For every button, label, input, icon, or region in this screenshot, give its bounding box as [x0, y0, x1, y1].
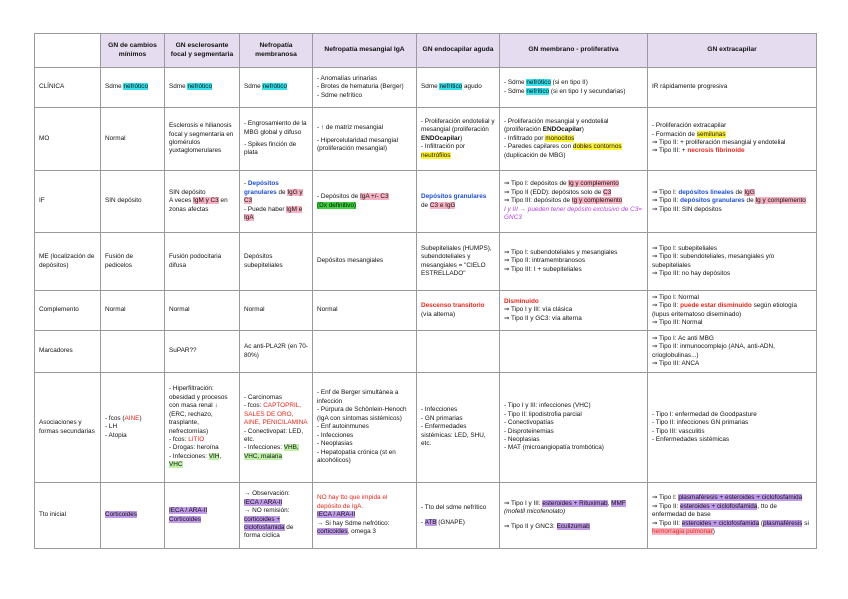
cell-tto-extracapilar — [648, 483, 817, 549]
seg: ⇒ Tipo III: I + subepiteliales — [504, 265, 582, 273]
cell-if-extracapilar — [648, 171, 817, 233]
seg: (vía alterna) — [421, 310, 456, 318]
seg: necrosis fibrinoide — [687, 147, 745, 155]
cell-if-membranosa — [240, 171, 313, 233]
header-gn-membranoproliferativa: GN membrano - proliferativa — [500, 34, 648, 68]
row-complemento — [35, 291, 817, 331]
seg: - MAT (microangiopatía trombótica) — [504, 444, 604, 452]
cell-marcadores-extracapilar — [648, 331, 817, 373]
seg: plasmaféresis — [763, 519, 803, 527]
seg: VHC — [169, 461, 183, 469]
cell-complemento-extracapilar — [648, 291, 817, 331]
cell-mo-iga — [313, 108, 417, 171]
cell-marcadores-endocapilar — [417, 331, 500, 373]
cell-asoc-membranoproliferativa — [500, 373, 648, 483]
seg: Corticoides — [105, 511, 137, 519]
seg: SIN depósito — [169, 188, 206, 196]
cell-me-esclerosante: Fusión podocitaria difusa — [165, 233, 240, 291]
seg: IgG y C3 — [244, 188, 303, 205]
seg: - Infecciones — [317, 431, 354, 439]
row-if — [35, 171, 817, 233]
cell-marcadores-membranosa: Ac anti-PLA2R (en 70-80%) — [240, 331, 313, 373]
cell-me-membranoproliferativa — [500, 233, 648, 291]
seg: - Depósitos de — [317, 193, 360, 201]
seg: (si en tipo I y secundarias) — [549, 87, 626, 95]
seg: I y III → pueden tener depósito exclusivo de C3= GNC3 — [504, 205, 643, 222]
cell-me-endocapilar: Subepiteliales (HUMPS), subendoteliales y mesangiales = "CIELO ESTRELLADO" — [417, 233, 500, 291]
seg: semilunas — [696, 130, 726, 138]
seg: - Sdme — [504, 79, 527, 87]
seg: - Sdme — [504, 87, 527, 95]
seg: - fcos: — [244, 402, 264, 410]
seg: - Conectivopatías — [504, 419, 554, 427]
row-tto-inicial — [35, 483, 817, 549]
seg: - Infecciones: — [169, 452, 209, 460]
cell-asoc-iga — [313, 373, 417, 483]
seg: - Atopia — [105, 431, 127, 439]
cell-marcadores-esclerosante: SuPAR?? — [165, 331, 240, 373]
seg: - Púrpura de Schönlein-Henoch (IgA con síntomas sistémicos) — [317, 406, 407, 422]
cell-clinica-membranosa — [240, 68, 313, 108]
header-row — [35, 34, 817, 68]
cell-marcadores-cambios-minimos — [101, 331, 165, 373]
seg: - Drogas: heroína — [169, 444, 219, 452]
seg: - ↑ de matriz mesangial — [317, 124, 384, 132]
cell-me-membranosa: Depósitos subepiteliales — [240, 233, 313, 291]
seg: - Infiltración por — [421, 143, 466, 151]
seg: corticoides — [317, 528, 348, 536]
seg: ⇒ Tipo II: intramembranosos — [504, 257, 586, 265]
cell-asoc-cambios-minimos — [101, 373, 165, 483]
row-label-mo: MO — [35, 108, 101, 171]
cell-mo-cambios-minimos: Normal — [101, 108, 165, 171]
seg: - Neoplasias — [504, 435, 540, 443]
seg: ⇒ Tipo III: ANCA — [652, 359, 700, 367]
seg: - fcos ( — [105, 414, 125, 422]
seg: depósitos lineales — [678, 188, 734, 196]
seg: IECA / ARA-II — [244, 498, 283, 506]
header-corner — [35, 34, 101, 68]
cell-tto-esclerosante — [165, 483, 240, 549]
cell-mo-endocapilar — [417, 108, 500, 171]
seg: - Infiltrado por — [504, 134, 546, 142]
cell-clinica-extracapilar — [648, 68, 817, 108]
seg: (duplicación de MBG) — [504, 151, 566, 159]
cell-tto-membranoproliferativa — [500, 483, 648, 549]
cell-asoc-endocapilar — [417, 373, 500, 483]
seg: Ig y complemento — [571, 197, 623, 205]
seg: - Proliferación mesangial y endotelial (proliferación — [504, 117, 609, 134]
seg: si — [802, 519, 809, 527]
seg: ⇒ Tipo III: no hay depósitos — [652, 269, 731, 277]
seg: ⇒ Tipo II: — [652, 197, 681, 205]
seg: - Neoplasias — [317, 440, 353, 448]
seg: MMF — [611, 499, 626, 507]
seg: - Anomalías urinarias — [317, 74, 378, 82]
seg: - Paredes capilares con — [504, 143, 573, 151]
cell-if-endocapilar — [417, 171, 500, 233]
cell-tto-membranosa — [240, 483, 313, 549]
cell-if-cambios-minimos: SIN depósito — [101, 171, 165, 233]
seg: ⇒ Tipo I y III: — [504, 499, 543, 507]
seg: (si en tipo II) — [550, 79, 588, 87]
seg: - Infecciones — [421, 406, 458, 414]
seg: agudo — [462, 83, 482, 91]
seg: ⇒ Tipo III: depósitos de — [504, 197, 572, 205]
seg: ENDOcapilar — [421, 134, 461, 142]
seg: - — [244, 180, 248, 188]
seg: ATB — [424, 518, 437, 526]
seg: - fcos: — [169, 435, 189, 443]
seg: ⇒ Tipo I: subepiteliales — [652, 244, 718, 252]
seg: CAPTOPRIL, SALES DE ORO, AINE, PENICILAMINA — [244, 402, 308, 427]
seg: ⇒ Tipo II (EDD): depósitos solo de — [504, 188, 604, 196]
cell-mo-extracapilar — [648, 108, 817, 171]
cell-clinica-membranoproliferativa — [500, 68, 648, 108]
cell-clinica-cambios-minimos — [101, 68, 165, 108]
seg: Sdme — [421, 83, 440, 91]
seg: - Puede haber — [244, 205, 287, 213]
row-label-tto-inicial: Tto inicial — [35, 483, 101, 549]
cell-clinica-endocapilar — [417, 68, 500, 108]
seg: ⇒ Tipo I: subendoteliales y mesangiales — [504, 248, 618, 256]
seg: Corticoides — [169, 515, 201, 523]
seg: ⇒ Tipo III: + — [652, 147, 688, 155]
seg: ) — [712, 528, 715, 536]
seg: ⇒ Tipo III: — [652, 519, 682, 527]
seg: - Tipo I: enfermedad de Goodpasture — [652, 410, 757, 418]
seg: , tto de enfermedad de base — [652, 502, 777, 519]
seg: C3 — [603, 188, 612, 196]
seg: - Engrosamiento de la MBG global y difuso — [244, 120, 307, 136]
seg: - Proliferación extracapilar — [652, 122, 727, 130]
cell-marcadores-membranoproliferativa — [500, 331, 648, 373]
row-label-marcadores: Marcadores — [35, 331, 101, 373]
cell-tto-iga — [313, 483, 417, 549]
seg: nefrótico — [187, 83, 212, 91]
seg: LITIO — [188, 435, 205, 443]
seg: - Carcinomas — [244, 393, 282, 401]
seg: ⇒ Tipo II: — [652, 302, 681, 310]
row-marcadores — [35, 331, 817, 373]
seg: - Formación de — [652, 130, 697, 138]
cell-mo-membranoproliferativa — [500, 108, 648, 171]
seg: C3 e IgG — [429, 201, 456, 209]
seg: IR rápidamente progresiva — [652, 83, 728, 91]
seg: - Enfermedades sistémicas — [652, 435, 730, 443]
seg: Disminuido — [504, 297, 539, 305]
seg: (Dx definitivo) — [317, 201, 357, 209]
cell-complemento-esclerosante: Normal — [165, 291, 240, 331]
seg: esteroides + ciclofosfamida — [680, 502, 758, 510]
seg: hemorragia pulmonar — [652, 528, 713, 536]
cell-if-iga — [313, 171, 417, 233]
cell-complemento-membranosa: Normal — [240, 291, 313, 331]
seg: IgG — [744, 188, 755, 196]
cell-complemento-cambios-minimos: Normal — [101, 291, 165, 331]
row-clinica — [35, 68, 817, 108]
seg: - Tipo III: vasculitis — [652, 427, 705, 435]
seg: neutrófilos — [421, 151, 451, 159]
row-me — [35, 233, 817, 291]
seg: nefrítico — [526, 87, 550, 95]
seg: de — [733, 188, 745, 196]
seg: - Enf autoinmunes — [317, 423, 369, 431]
seg: de forma cíclica — [244, 523, 294, 540]
seg: ⇒ Tipo III: SIN depósitos — [652, 205, 722, 213]
cell-tto-endocapilar — [417, 483, 500, 549]
cell-mo-membranosa — [240, 108, 313, 171]
row-mo — [35, 108, 817, 171]
seg: Sdme — [244, 83, 263, 91]
seg: AINE — [124, 414, 140, 422]
header-nefropatia-iga: Nefropatía mesangial IgA — [313, 34, 417, 68]
header-nefropatia-membranosa: Nefropatía membranosa — [240, 34, 313, 68]
seg: - Tto del sdme nefrítico — [421, 504, 487, 512]
seg: Sdme — [169, 83, 188, 91]
seg: - GN primarias — [421, 414, 463, 422]
header-gn-esclerosante: GN esclerosante focal y segmentaria — [165, 34, 240, 68]
seg: ( — [759, 519, 764, 527]
seg: - Tipo II: lipodistrofia parcial — [504, 410, 582, 418]
cell-complemento-endocapilar — [417, 291, 500, 331]
seg: , — [607, 499, 612, 507]
cell-asoc-membranosa — [240, 373, 313, 483]
cell-complemento-iga: Normal — [313, 291, 417, 331]
seg: → Observación: — [244, 490, 290, 498]
seg: A veces — [169, 197, 194, 205]
seg: - Enf de Berger simultánea a infección — [317, 389, 399, 405]
seg: ⇒ Tipo II y GC3: vía alterna — [504, 314, 582, 322]
glomerulonephritis-table — [34, 33, 817, 549]
row-label-complemento: Complemento — [35, 291, 101, 331]
seg: Depósitos granulares — [244, 180, 279, 196]
cell-me-cambios-minimos: Fusión de pedicelos — [101, 233, 165, 291]
seg: - Sdme nefrítico — [317, 91, 363, 99]
seg: de — [744, 197, 756, 205]
seg: según etiología (lupus eritematoso diseminado) — [652, 302, 797, 318]
cell-if-esclerosante — [165, 171, 240, 233]
seg: VIH — [208, 452, 220, 460]
seg: - Hepatopatía crónica (st en alcohólicos) — [317, 448, 396, 465]
row-label-me: ME (localización de depósitos) — [35, 233, 101, 291]
seg: IgA +/- C3 — [359, 193, 389, 201]
seg: puede estar disminuido — [680, 302, 752, 310]
seg: ⇒ Tipo II: inmunocomplejo (ANA, anti-ADN, crioglobulinas...) — [652, 343, 775, 359]
seg: - Proliferación endotelial y mesangial (proliferación — [421, 117, 495, 134]
seg: NO hay tto que impida el depósito de IgA. — [317, 494, 388, 510]
cell-clinica-esclerosante — [165, 68, 240, 108]
row-label-asociaciones: Asociaciones y formas secundarias — [35, 373, 101, 483]
seg: ⇒ Tipo I: depósitos de — [504, 180, 569, 188]
seg: - Hipercelularidad mesangial (proliferación mesangial) — [317, 136, 398, 153]
seg: nefrótico — [123, 83, 148, 91]
header-gn-cambios-minimos: GN de cambios mínimos — [101, 34, 165, 68]
row-asociaciones — [35, 373, 817, 483]
seg: - Tipo II: infecciones GN primarias — [652, 419, 749, 427]
seg: Ig y complemento — [755, 197, 806, 205]
seg: Ig y complemento — [568, 180, 619, 188]
seg: - LH — [105, 423, 118, 431]
seg: Eculizumab — [556, 522, 590, 530]
seg: ⇒ Tipo I y III: vía clásica — [504, 306, 573, 314]
seg: ⇒ Tipo I: — [652, 188, 679, 196]
seg: dobles contornos — [572, 143, 622, 151]
cell-marcadores-iga — [313, 331, 417, 373]
seg: - Tipo I y III: infecciones (VHC) — [504, 402, 591, 410]
seg: de — [276, 188, 288, 196]
seg: - Brotes de hematuria (Berger) — [317, 83, 404, 91]
seg: ⇒ Tipo III: Normal — [652, 318, 703, 326]
seg: ⇒ Tipo I: Normal — [652, 293, 699, 301]
seg: → Si hay Sdme nefrótico: — [317, 519, 390, 527]
seg: ⇒ Tipo II: subendoteliales, mesangiales y/o subepiteliales — [652, 253, 775, 269]
seg: - Hiperfiltración: obesidad y procesos con masa renal ↓ (ERC, rechazo, trasplante, nefrectomías) — [169, 385, 228, 435]
row-label-clinica: CLÍNICA — [35, 68, 101, 108]
seg: ) — [139, 414, 142, 422]
seg: Descenso transitorio — [421, 302, 485, 310]
cell-mo-esclerosante: Esclerosis e hilianosis focal y segmentaria en glomérulos yuxtaglomerulares — [165, 108, 240, 171]
seg: , — [219, 452, 222, 460]
seg: ⇒ Tipo I: Ac anti MBG — [652, 334, 714, 342]
cell-clinica-iga — [313, 68, 417, 108]
seg: depósitos granulares — [680, 197, 745, 205]
seg: - — [421, 518, 425, 526]
seg: nefrótico — [262, 83, 287, 91]
cell-asoc-extracapilar — [648, 373, 817, 483]
seg: ENDOcapilar — [542, 126, 582, 134]
seg: - Conectivopat: LED, etc. — [244, 427, 303, 443]
cell-tto-cambios-minimos — [101, 483, 165, 549]
seg: → NO remisión: — [244, 507, 290, 515]
seg: monocitos — [545, 134, 575, 142]
seg: de — [421, 201, 430, 209]
seg: ⇒ Tipo II: + proliferación mesangial y endotelial — [652, 139, 786, 146]
seg: IECA / ARA-II — [169, 507, 208, 515]
row-label-if: IF — [35, 171, 101, 233]
seg: ) — [581, 126, 584, 134]
seg: IECA / ARA-II — [317, 511, 356, 519]
seg: - Infecciones: — [244, 444, 284, 452]
seg: IgM e IgA — [244, 205, 303, 222]
seg: , omega 3 — [347, 528, 376, 536]
seg: nefrítico — [439, 83, 463, 91]
seg: esteroides + ciclofosfamida — [681, 519, 760, 527]
seg: ⇒ Tipo II: — [652, 502, 681, 510]
seg: corticoides + ciclofosfamida — [244, 515, 285, 531]
header-gn-endocapilar: GN endocapilar aguda — [417, 34, 500, 68]
seg: (GNAPE) — [436, 518, 465, 526]
seg: - Spikes finción de plata — [244, 141, 297, 157]
seg: nefrótico — [526, 79, 551, 87]
seg: esteroides + Rituximab — [542, 499, 608, 507]
cell-asoc-esclerosante — [165, 373, 240, 483]
seg: IgM y C3 — [193, 197, 219, 205]
seg: ) — [460, 134, 463, 142]
seg: ⇒ Tipo II y GNC3: — [504, 522, 557, 530]
cell-if-membranoproliferativa — [500, 171, 648, 233]
seg: VHB, VHC, malaria — [244, 444, 299, 460]
seg: (mofetil micofenolato) — [504, 508, 566, 516]
seg: Sdme — [105, 83, 124, 91]
seg: en zonas afectas — [169, 197, 228, 213]
seg: - Enfermedades sistémicas: LED, SHU, etc. — [421, 423, 486, 448]
cell-complemento-membranoproliferativa — [500, 291, 648, 331]
cell-me-extracapilar — [648, 233, 817, 291]
seg: ⇒ Tipo I: — [652, 494, 679, 502]
seg: - Disproteinemias — [504, 427, 554, 435]
seg: Depósitos granulares — [421, 193, 487, 201]
cell-me-iga: Depósitos mesangiales — [313, 233, 417, 291]
header-gn-extracapilar: GN extracapilar — [648, 34, 817, 68]
seg: plasmaféresis + esteroides + ciclofosfamida — [678, 494, 803, 502]
